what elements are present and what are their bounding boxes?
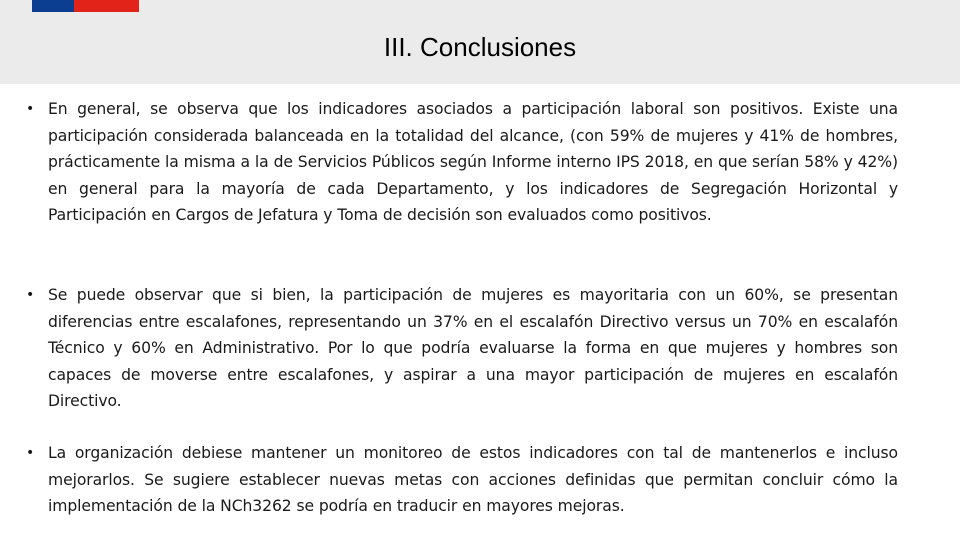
bullet-text: En general, se observa que los indicadores asociados a participación laboral son positivos. Existe una participación considerada balanceada en la totalidad del alcance, (con 59% de mujeres y 41% de hombres, prácticamente la misma a la de Servicios Públicos según Informe interno IPS 2018, en que serían 58% y 42%) en general para la mayoría de cada Departamento, y los indicadores de Segregación Horizontal y Participación en Cargos de Jefatura y Toma de decisión son evaluados como positivos. <box>48 100 898 224</box>
bullet-text: Se puede observar que si bien, la participación de mujeres es mayoritaria con un 60%, se presentan diferencias entre escalafones, representando un 37% en el escalafón Directivo versus un 70% en escalafón Técnico y 60% en Administrativo. Por lo que podría evaluarse la forma en que mujeres y hombres son capaces de moverse entre escalafones, y aspirar a una mayor participación de mujeres en escalafón Directivo. <box>48 286 898 410</box>
flag-red-stripe <box>74 0 139 12</box>
header-band <box>0 0 960 84</box>
flag-bar <box>32 0 139 12</box>
flag-blue-stripe <box>32 0 74 12</box>
bullet-icon: • <box>26 287 35 303</box>
bullet-icon: • <box>26 445 35 461</box>
bullet-text: La organización debiese mantener un monitoreo de estos indicadores con tal de mantenerlos e incluso mejorarlos. Se sugiere establecer nuevas metas con acciones definidas que permitan concluir cómo la implementación de la NCh3262 se podría en traducir en mayores mejoras. <box>48 444 898 515</box>
bullet-icon: • <box>26 101 35 117</box>
page-title: III. Conclusiones <box>383 32 577 62</box>
